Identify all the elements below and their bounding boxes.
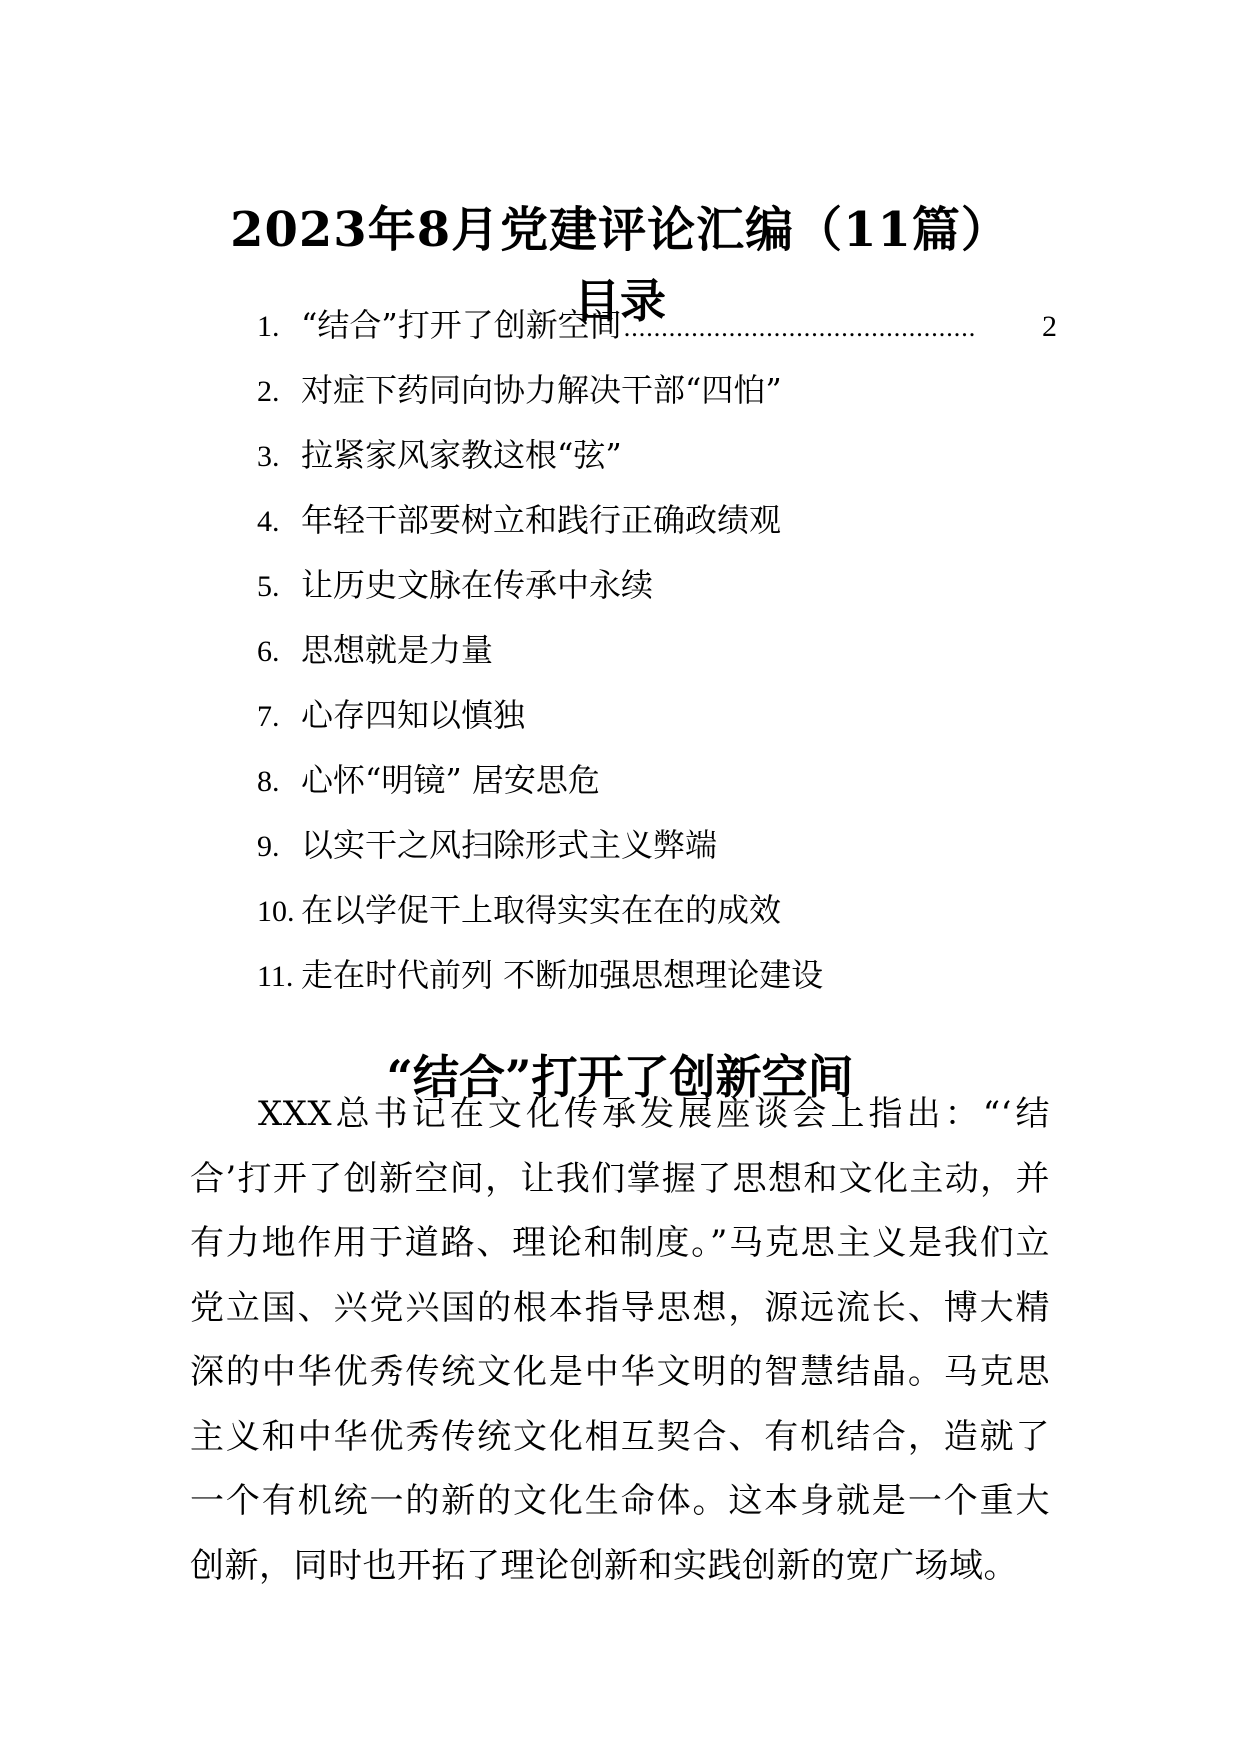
toc-item-title[interactable]: 走在时代前列 不断加强思想理论建设 <box>301 956 824 994</box>
toc-item[interactable] <box>257 302 1057 367</box>
toc-item-title[interactable]: 在以学促干上取得实实在在的成效 <box>301 891 782 929</box>
toc-item[interactable] <box>257 887 1057 952</box>
toc-item-number: 8. <box>257 765 280 798</box>
toc-item[interactable] <box>257 367 1057 432</box>
toc-dot-leader: ............................................... <box>623 313 977 342</box>
toc-heading: 目录 <box>574 274 666 329</box>
toc-item-number: 3. <box>257 440 280 473</box>
toc-item-title[interactable]: “结合”打开了创新空间 <box>301 306 622 344</box>
toc-item-number: 1. <box>257 310 280 343</box>
toc-item-number: 6. <box>257 635 280 668</box>
toc-item[interactable] <box>257 692 1057 757</box>
document-title: 2023年8月党建评论汇编（11篇） <box>230 202 1010 259</box>
toc-item-title[interactable]: 心存四知以慎独 <box>301 696 526 734</box>
toc-item-number: 11. <box>257 960 294 993</box>
toc-item-number: 5. <box>257 570 280 603</box>
toc-item[interactable] <box>257 432 1057 497</box>
toc-item-title[interactable]: 让历史文脉在传承中永续 <box>301 566 654 604</box>
toc-item-number: 7. <box>257 700 280 733</box>
section-title: “结合”打开了创新空间 <box>386 1050 854 1105</box>
toc-item-title[interactable]: 以实干之风扫除形式主义弊端 <box>301 826 718 864</box>
toc-item-number: 9. <box>257 830 280 863</box>
toc-item[interactable] <box>257 822 1057 887</box>
toc-item[interactable] <box>257 497 1057 562</box>
toc-item-title[interactable]: 对症下药同向协力解决干部“四怕” <box>301 371 782 409</box>
toc-item-number: 2. <box>257 375 280 408</box>
toc-item[interactable] <box>257 952 1057 1017</box>
toc-item-title[interactable]: 心怀“明镜” 居安思危 <box>301 761 600 799</box>
toc-item-title[interactable]: 思想就是力量 <box>301 631 494 669</box>
toc-item[interactable] <box>257 627 1057 692</box>
toc-item-page: 2 <box>1042 310 1057 343</box>
toc-item-title[interactable]: 拉紧家风家教这根“弦” <box>301 436 622 474</box>
toc-item-title[interactable]: 年轻干部要树立和践行正确政绩观 <box>301 501 782 539</box>
toc-item-number: 4. <box>257 505 280 538</box>
toc-item[interactable] <box>257 757 1057 822</box>
body-paragraph: XXX总书记在文化传承发展座谈会上指出：“‘结合’打开了创新空间，让我们掌握了思想和文化主动，并有力地作用于道路、理论和制度。”马克思主义是我们立党立国、兴党兴国的根本指导思想，源远流长、博大精深的中华优秀传统文化是中华文明的智慧结晶。马克思主义和中华优秀传统文化相互契合、有机结合，造就了一个有机统一的新的文化生命体。这本身就是一个重大创新，同时也开拓了理论创新和实践创新的宽广场域。 <box>190 1094 1050 1586</box>
toc-item[interactable] <box>257 562 1057 627</box>
toc-item-number: 10. <box>257 895 295 928</box>
table-of-contents <box>257 302 1057 1017</box>
